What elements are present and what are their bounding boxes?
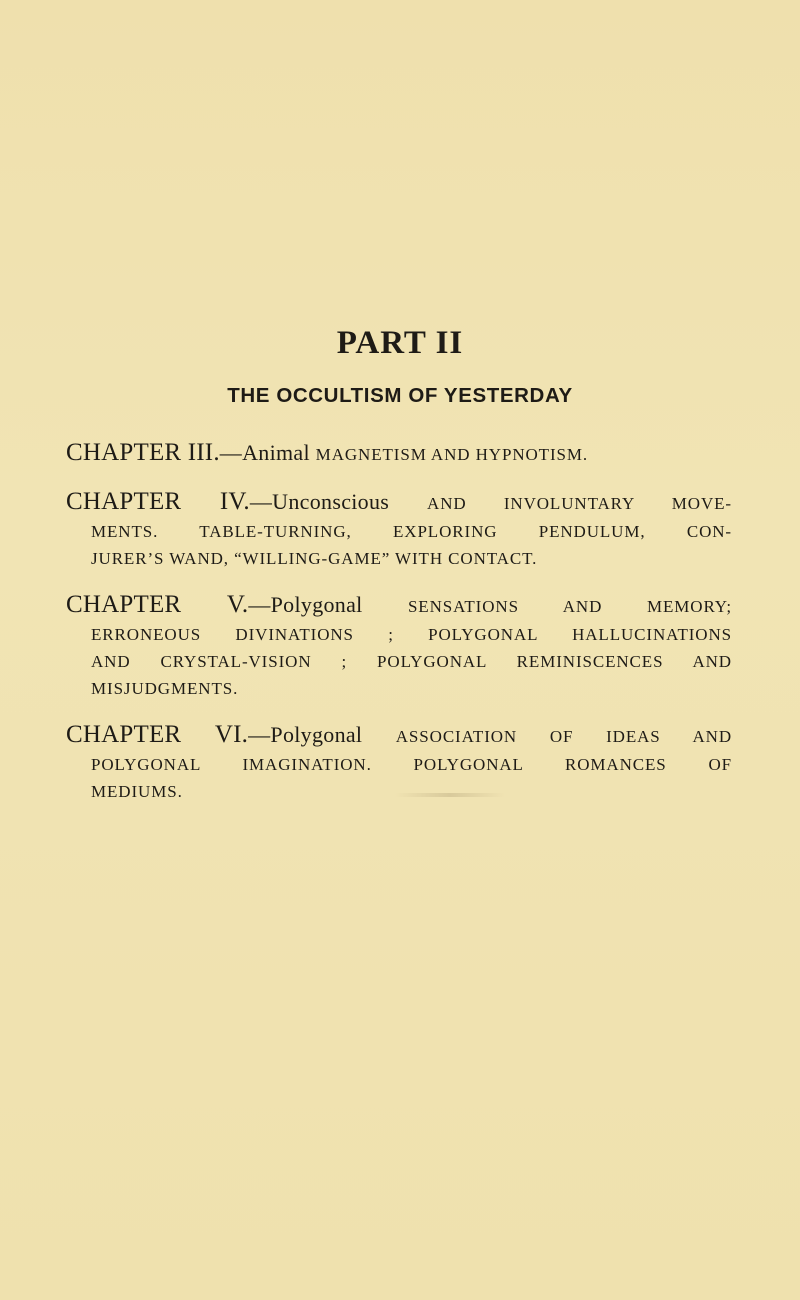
chapter-first-line xyxy=(66,485,732,518)
chapter-entry-3 xyxy=(66,436,732,469)
chapter-first-line xyxy=(66,588,732,621)
paper-smudge xyxy=(395,793,505,797)
chapter-entry-4 xyxy=(66,485,732,572)
chapter-title-start: ASSOCIATION OF IDEAS AND xyxy=(395,727,732,746)
chapter-title-start: AND INVOLUNTARY MOVE- xyxy=(427,494,732,513)
chapter-title-line: MISJUDGMENTS. xyxy=(91,679,239,698)
chapter-title-line: MEDIUMS. xyxy=(91,782,183,801)
chapter-title-start: SENSATIONS AND MEMORY; xyxy=(407,597,732,616)
chapter-entry-5 xyxy=(66,588,732,702)
chapter-title-line: AND CRYSTAL-VISION ; POLYGONAL REMINISCENCES AND xyxy=(91,652,732,671)
chapter-lead-word: —Polygonal xyxy=(248,722,396,747)
chapter-first-line xyxy=(66,436,732,469)
chapter-label: CHAPTER IV. xyxy=(66,488,250,515)
chapter-title-start: MAGNETISM AND HYPNOTISM. xyxy=(315,445,589,464)
chapter-lead-word: —Polygonal xyxy=(248,592,408,617)
part-subtitle: THE OCCULTISM OF YESTERDAY xyxy=(227,384,573,407)
chapter-first-line xyxy=(66,718,732,751)
chapter-label: CHAPTER VI. xyxy=(66,721,249,748)
chapter-title-line: ERRONEOUS DIVINATIONS ; POLYGONAL HALLUCINATIONS xyxy=(91,625,732,644)
chapter-list xyxy=(66,436,732,821)
chapter-title-line: MENTS. TABLE-TURNING, EXPLORING PENDULUM, CON- xyxy=(91,522,732,541)
chapter-label: CHAPTER III. xyxy=(66,439,220,466)
chapter-lead-word: —Unconscious xyxy=(249,489,428,514)
chapter-entry-6 xyxy=(66,718,732,805)
part-title: PART II xyxy=(336,325,464,361)
chapter-label: CHAPTER V. xyxy=(66,591,249,618)
chapter-lead-word: —Animal xyxy=(219,440,316,465)
chapter-title-line: JURER’S WAND, “WILLING-GAME” WITH CONTACT. xyxy=(91,549,538,568)
chapter-title-line: POLYGONAL IMAGINATION. POLYGONAL ROMANCES OF xyxy=(91,755,732,774)
